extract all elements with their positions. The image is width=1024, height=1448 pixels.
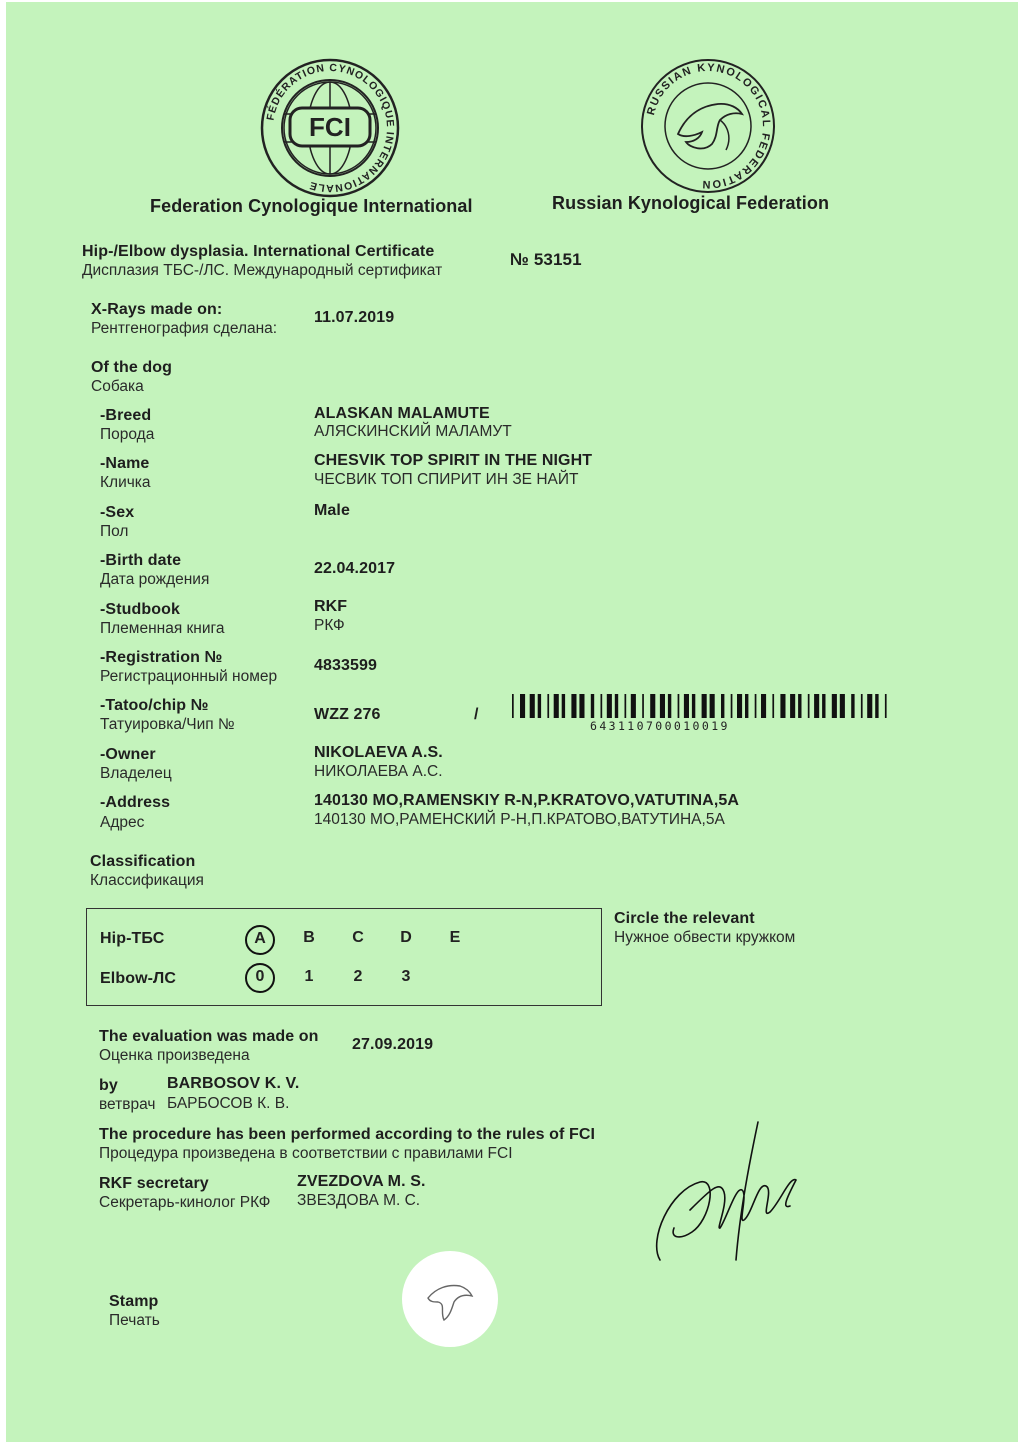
- barcode-bar: [668, 694, 671, 718]
- stamp-label-ru: Печать: [109, 1312, 160, 1329]
- barcode-bar: [780, 694, 785, 718]
- barcode-bar: [731, 694, 733, 718]
- barcode-bar: [772, 694, 774, 718]
- breed-label-ru: Порода: [100, 426, 155, 443]
- svg-text:RUSSIAN KYNOLOGICAL FEDERATION: [645, 62, 772, 190]
- address-label-en: -Address: [100, 794, 171, 811]
- breed-value-ru: АЛЯСКИНСКИЙ МАЛАМУТ: [314, 423, 512, 440]
- classification-label-ru: Классификация: [90, 872, 204, 889]
- barcode-bar: [822, 694, 825, 718]
- hip-grade-b: B: [303, 929, 315, 946]
- barcode-bar: [607, 694, 612, 718]
- barcode-bar: [650, 694, 655, 718]
- barcode-bar: [861, 694, 863, 718]
- barcode-bar: [631, 694, 636, 718]
- chip-barcode-number: 643110700010019: [590, 719, 730, 733]
- barcode-bar: [737, 694, 742, 718]
- xray-date: 11.07.2019: [314, 309, 395, 326]
- barcode-bar: [832, 694, 837, 718]
- sex-value: Male: [314, 502, 350, 519]
- barcode-bar: [520, 694, 525, 718]
- barcode-bar: [562, 694, 565, 718]
- procedure-text-ru: Процедура произведена в соответствии с правилами FCI: [99, 1145, 513, 1162]
- barcode-bar: [745, 694, 748, 718]
- barcode-bar: [721, 694, 724, 718]
- barcode-bar: [678, 694, 680, 718]
- dog-label-ru: Собака: [91, 378, 144, 395]
- barcode-bar: [840, 694, 845, 718]
- barcode-bar: [798, 694, 801, 718]
- name-label-ru: Кличка: [100, 474, 151, 491]
- barcode-bar: [702, 694, 707, 718]
- hip-grade-c: C: [352, 929, 364, 946]
- barcode-bar: [684, 694, 689, 718]
- registration-value: 4833599: [314, 657, 377, 674]
- chip-value: WZZ 276: [314, 706, 381, 723]
- name-value-en: CHESVIK TOP SPIRIT IN THE NIGHT: [314, 452, 593, 469]
- barcode-bar: [875, 694, 878, 718]
- elbow-grade-0: 0: [255, 968, 265, 985]
- barcode-bar: [642, 694, 644, 718]
- elbow-label: Elbow-ЛС: [100, 970, 177, 987]
- certificate-title-en: Hip-/Elbow dysplasia. International Certificate: [82, 243, 435, 260]
- vet-name-ru: БАРБОСОВ К. В.: [167, 1095, 290, 1112]
- barcode-bar: [591, 694, 594, 718]
- evaluation-date: 27.09.2019: [352, 1036, 434, 1053]
- barcode-bar: [885, 694, 887, 718]
- owner-value-ru: НИКОЛАЕВА А.С.: [314, 763, 443, 780]
- barcode-bar: [615, 694, 618, 718]
- studbook-label-en: -Studbook: [100, 601, 180, 618]
- xray-label-ru: Рентгенография сделана:: [91, 320, 278, 337]
- owner-label-ru: Владелец: [100, 765, 172, 782]
- barcode-bar: [851, 694, 854, 718]
- studbook-label-ru: Племенная книга: [100, 620, 225, 637]
- address-value-en: 140130 MO,RAMENSKIY R-N,P.KRATOVO,VATUTINA,5A: [314, 792, 740, 809]
- name-label-en: -Name: [100, 455, 150, 472]
- barcode-bar: [755, 694, 757, 718]
- secretary-name-ru: ЗВЕЗДОВА М. С.: [297, 1192, 421, 1209]
- owner-value-en: NIKOLAEVA A.S.: [314, 744, 443, 761]
- sex-label-en: -Sex: [100, 504, 135, 521]
- fci-name: Federation Cynologique International: [150, 196, 473, 216]
- birth-date-label-en: -Birth date: [100, 552, 182, 569]
- fci-logo: [258, 56, 402, 200]
- barcode-bar: [538, 694, 541, 718]
- hip-label: Hip-ТБС: [100, 930, 165, 947]
- signature: [640, 1120, 820, 1270]
- fci-logo-text: FCI: [309, 112, 351, 142]
- stamp-label-en: Stamp: [109, 1293, 159, 1310]
- barcode-bar: [625, 694, 627, 718]
- rkf-logo: [638, 56, 778, 196]
- registration-label-ru: Регистрационный номер: [100, 668, 278, 685]
- secretary-label-ru: Секретарь-кинолог РКФ: [99, 1194, 271, 1211]
- barcode-bar: [579, 694, 584, 718]
- circle-note-ru: Нужное обвести кружком: [614, 929, 796, 946]
- barcode-bar: [761, 694, 766, 718]
- barcode-bar: [814, 694, 819, 718]
- birth-date-label-ru: Дата рождения: [100, 571, 210, 588]
- dog-label-en: Of the dog: [91, 359, 172, 376]
- chip-label-ru: Татуировка/Чип №: [100, 716, 235, 733]
- breed-label-en: -Breed: [100, 407, 152, 424]
- barcode-bar: [660, 694, 665, 718]
- studbook-value-ru: РКФ: [314, 617, 345, 634]
- barcode-bar: [710, 694, 715, 718]
- studbook-value-en: RKF: [314, 598, 348, 615]
- rkf-name: Russian Kynological Federation: [552, 193, 830, 213]
- barcode-bar: [692, 694, 695, 718]
- barcode-bar: [808, 694, 810, 718]
- certificate-title-ru: Дисплазия ТБС-/ЛС. Международный сертификат: [82, 262, 443, 279]
- breed-value-en: ALASKAN MALAMUTE: [314, 405, 490, 422]
- barcode-bar: [790, 694, 795, 718]
- by-label-ru: ветврач: [99, 1096, 156, 1113]
- barcode-bar: [867, 694, 872, 718]
- name-value-ru: ЧЕСВИК ТОП СПИРИТ ИН ЗЕ НАЙТ: [314, 471, 579, 488]
- sex-label-ru: Пол: [100, 523, 129, 540]
- address-label-ru: Адрес: [100, 814, 145, 831]
- secretary-name-en: ZVEZDOVA M. S.: [297, 1173, 426, 1190]
- barcode-bar: [547, 694, 549, 718]
- fci-ring-text: FÉDÉRATION CYNOLOGIQUE INTERNATIONALE: [264, 61, 397, 195]
- elbow-grade-2: 2: [353, 968, 363, 985]
- chip-label-en: -Tatoo/chip №: [100, 697, 209, 714]
- evaluation-label-en: The evaluation was made on: [99, 1028, 319, 1045]
- elbow-grade-3: 3: [401, 968, 411, 985]
- registration-label-en: -Registration №: [100, 649, 223, 666]
- barcode-bar: [571, 694, 576, 718]
- barcode-bar: [512, 694, 514, 718]
- rkf-ring-text: RUSSIAN KYNOLOGICAL FEDERATION: [645, 61, 773, 191]
- owner-label-en: -Owner: [100, 746, 156, 763]
- vet-name-en: BARBOSOV K. V.: [167, 1075, 300, 1092]
- stamp-dog-icon: [418, 1268, 482, 1332]
- barcode-bar: [554, 694, 559, 718]
- secretary-label-en: RKF secretary: [99, 1175, 209, 1192]
- certificate-number: № 53151: [510, 250, 582, 269]
- evaluation-label-ru: Оценка произведена: [99, 1047, 250, 1064]
- barcode-bar: [530, 694, 535, 718]
- hip-grade-e: E: [449, 929, 461, 946]
- classification-label-en: Classification: [90, 853, 196, 870]
- elbow-grade-1: 1: [304, 968, 314, 985]
- xray-label-en: X-Rays made on:: [91, 301, 223, 318]
- birth-date-value: 22.04.2017: [314, 560, 396, 577]
- circle-note-en: Circle the relevant: [614, 910, 755, 927]
- chip-barcode: [512, 694, 888, 718]
- hip-grade-d: D: [400, 929, 412, 946]
- barcode-bar: [601, 694, 603, 718]
- chip-separator: /: [474, 706, 479, 723]
- hip-grade-a: A: [254, 930, 266, 947]
- address-value-ru: 140130 МО,РАМЕНСКИЙ Р-Н,П.КРАТОВО,ВАТУТИНА,5А: [314, 811, 725, 828]
- procedure-text-en: The procedure has been performed according to the rules of FCI: [99, 1126, 596, 1143]
- by-label-en: by: [99, 1077, 118, 1094]
- classification-box: [86, 908, 602, 1006]
